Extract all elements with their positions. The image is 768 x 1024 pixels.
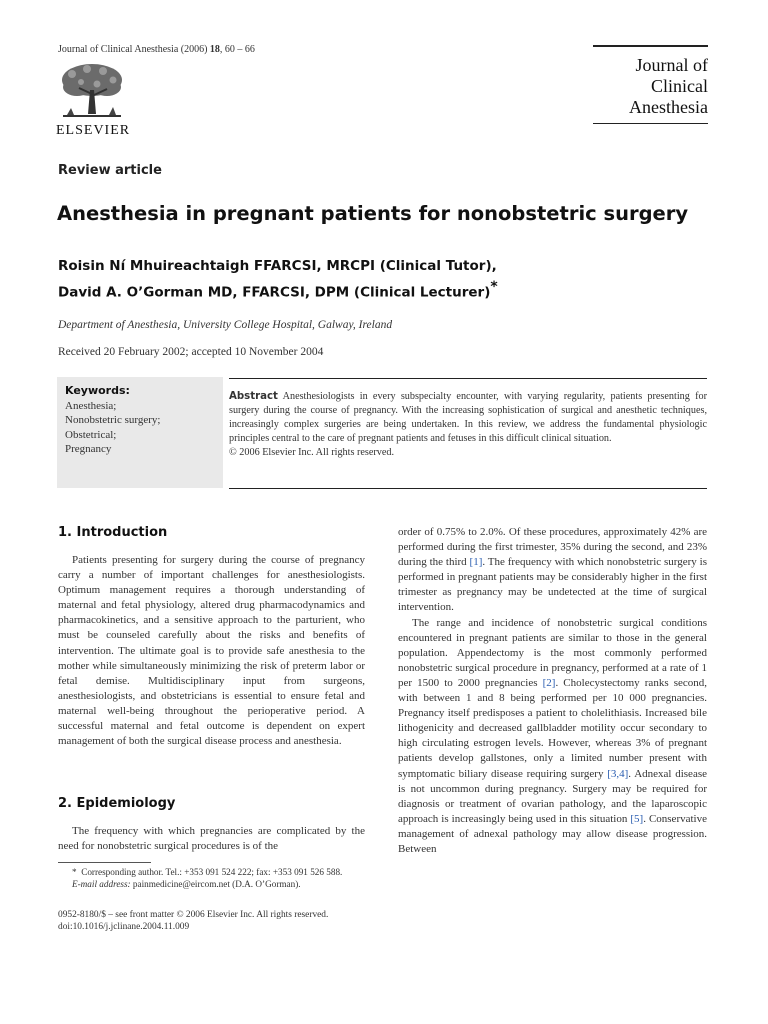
epidemiology-continued — [398, 525, 707, 857]
introduction-body — [58, 553, 365, 749]
journal-brand-line: Journal of — [635, 55, 708, 75]
author-line: Roisin Ní Mhuireachtaigh FFARCSI, MRCPI (Clinical Tutor), — [58, 258, 497, 274]
abstract-label: Abstract — [229, 391, 278, 402]
footnote-contact: * Corresponding author. Tel.: +353 091 524 222; fax: +353 091 526 588. — [72, 867, 343, 877]
section-heading-introduction: 1. Introduction — [58, 525, 168, 540]
journal-brand-line: Clinical — [651, 76, 708, 96]
footnote-email: E-mail address: painmedicine@eircom.net (D.A. O’Gorman). — [72, 879, 301, 890]
keywords-title: Keywords: — [65, 384, 130, 397]
paragraph: The range and incidence of nonobstetric surgical conditions encountered in pregnant patients are similar to those in the general population. Appendectomy is the most commonly performed nonobstetric surgical procedure in pregnancy, performed at a rate of 1 per 1500 to 2000 pregnancies [2]. Cholecystectomy ranks second, with between 1 and 8 being performed per 10 000 pregnancies. Pregnancy itself predisposes a patient to cholelithiasis. Increased bile lithogenicity and decreased gallbladder motility occur secondary to high circulating estrogen levels. However, whereas 3% of pregnant patients develop gallstones, only a limited number present with symptomatic biliary disease requiring surgery [3,4]. Adnexal disease is not uncommon during pregnancy. Surgery may be required for diagnosis or treatment of ovarian pathology, and the laparoscopic approach is increasingly being used in this situation [5]. Conservative management of adnexal pathology may allow disease progression. Between — [398, 616, 707, 855]
journal-citation: Journal of Clinical Anesthesia (2006) 18, 60 – 66 — [58, 44, 255, 55]
author-list — [58, 256, 498, 304]
journal-brand-line: Anesthesia — [629, 97, 708, 117]
keyword-item: Obstetrical; — [65, 428, 117, 441]
issn-line: 0952-8180/$ – see front matter © 2006 Elsevier Inc. All rights reserved. — [58, 910, 329, 920]
journal-brand — [593, 45, 708, 124]
keywords-list — [65, 399, 160, 456]
corresponding-author-mark: * — [490, 279, 498, 295]
citation-link[interactable]: [2] — [542, 676, 556, 689]
paragraph: order of 0.75% to 2.0%. Of these procedures, approximately 42% are performed during the first trimester, 35% during the second, and 23% during the third [1]. The frequency with which nonobstetric surgery is performed in pregnant patients may be considerably higher in the first trimester as pregnancy may be undetected at the time of surgical intervention. — [398, 526, 707, 614]
abstract-copyright: © 2006 Elsevier Inc. All rights reserved. — [229, 447, 395, 458]
citation-link[interactable]: [3,4] — [607, 767, 629, 780]
abstract-text: Anesthesiologists in every subspecialty encounter, with varying regularity, patients presenting for surgery during the course of pregnancy. With the increasing sophistication of surgical and anesthetic techniques, increasingly complex surgeries are being undertaken. In this review, we address the fundamental physiologic principles central to the care of pregnant patients and fetuses in this difficult clinical situation. — [229, 391, 707, 444]
keyword-item: Pregnancy — [65, 442, 112, 455]
publication-info — [58, 909, 328, 934]
section-heading-epidemiology: 2. Epidemiology — [58, 796, 176, 811]
brand-underline — [593, 119, 708, 124]
paragraph: The frequency with which pregnancies are complicated by the need for nonobstetric surgical procedures is of the — [58, 825, 365, 853]
abstract-top-rule — [229, 378, 707, 379]
received-dates: Received 20 February 2002; accepted 10 November 2004 — [58, 346, 324, 358]
footnote-rule — [58, 862, 151, 863]
affiliation: Department of Anesthesia, University College Hospital, Galway, Ireland — [58, 319, 393, 331]
elsevier-tree-logo — [57, 60, 127, 122]
citation-link[interactable]: [5] — [630, 812, 644, 825]
epidemiology-body — [58, 824, 365, 854]
keyword-item: Anesthesia; — [65, 400, 117, 412]
corresponding-author-footnote — [72, 866, 372, 890]
keywords-box — [57, 377, 223, 488]
keyword-item: Nonobstetric surgery; — [65, 414, 161, 427]
abstract — [229, 390, 707, 460]
author-line: David A. O’Gorman MD, FFARCSI, DPM (Clinical Lecturer)* — [58, 279, 498, 301]
publisher-name: ELSEVIER — [56, 123, 131, 138]
paragraph: Patients presenting for surgery during the course of pregnancy carry a number of important challenges for anesthesiologists. Optimum management requires a thorough understanding of maternal and fetal physiology, altered drug pharmacodynamics and pharmacokinetics, and a sensitive approach to the parturient, who must be counseled carefully about the risks and benefits of intervention. The ultimate goal is to provide safe anesthesia to the mother while simultaneously minimizing the risk of preterm labor or fetal demise. Multidisciplinary input from surgeons, anesthesiologists, and obstetricians is essential to ensure fetal and maternal well-being throughout the perioperative period. A successful maternal and fetal outcome is dependent on expert management of both the surgical disease process and anesthesia. — [58, 554, 365, 748]
article-type: Review article — [58, 163, 162, 178]
article-title: Anesthesia in pregnant patients for nonobstetric surgery — [57, 202, 689, 225]
abstract-bottom-rule — [229, 488, 707, 489]
doi-line[interactable]: doi:10.1016/j.jclinane.2004.11.009 — [58, 922, 190, 933]
citation-link[interactable]: [1] — [469, 556, 483, 569]
